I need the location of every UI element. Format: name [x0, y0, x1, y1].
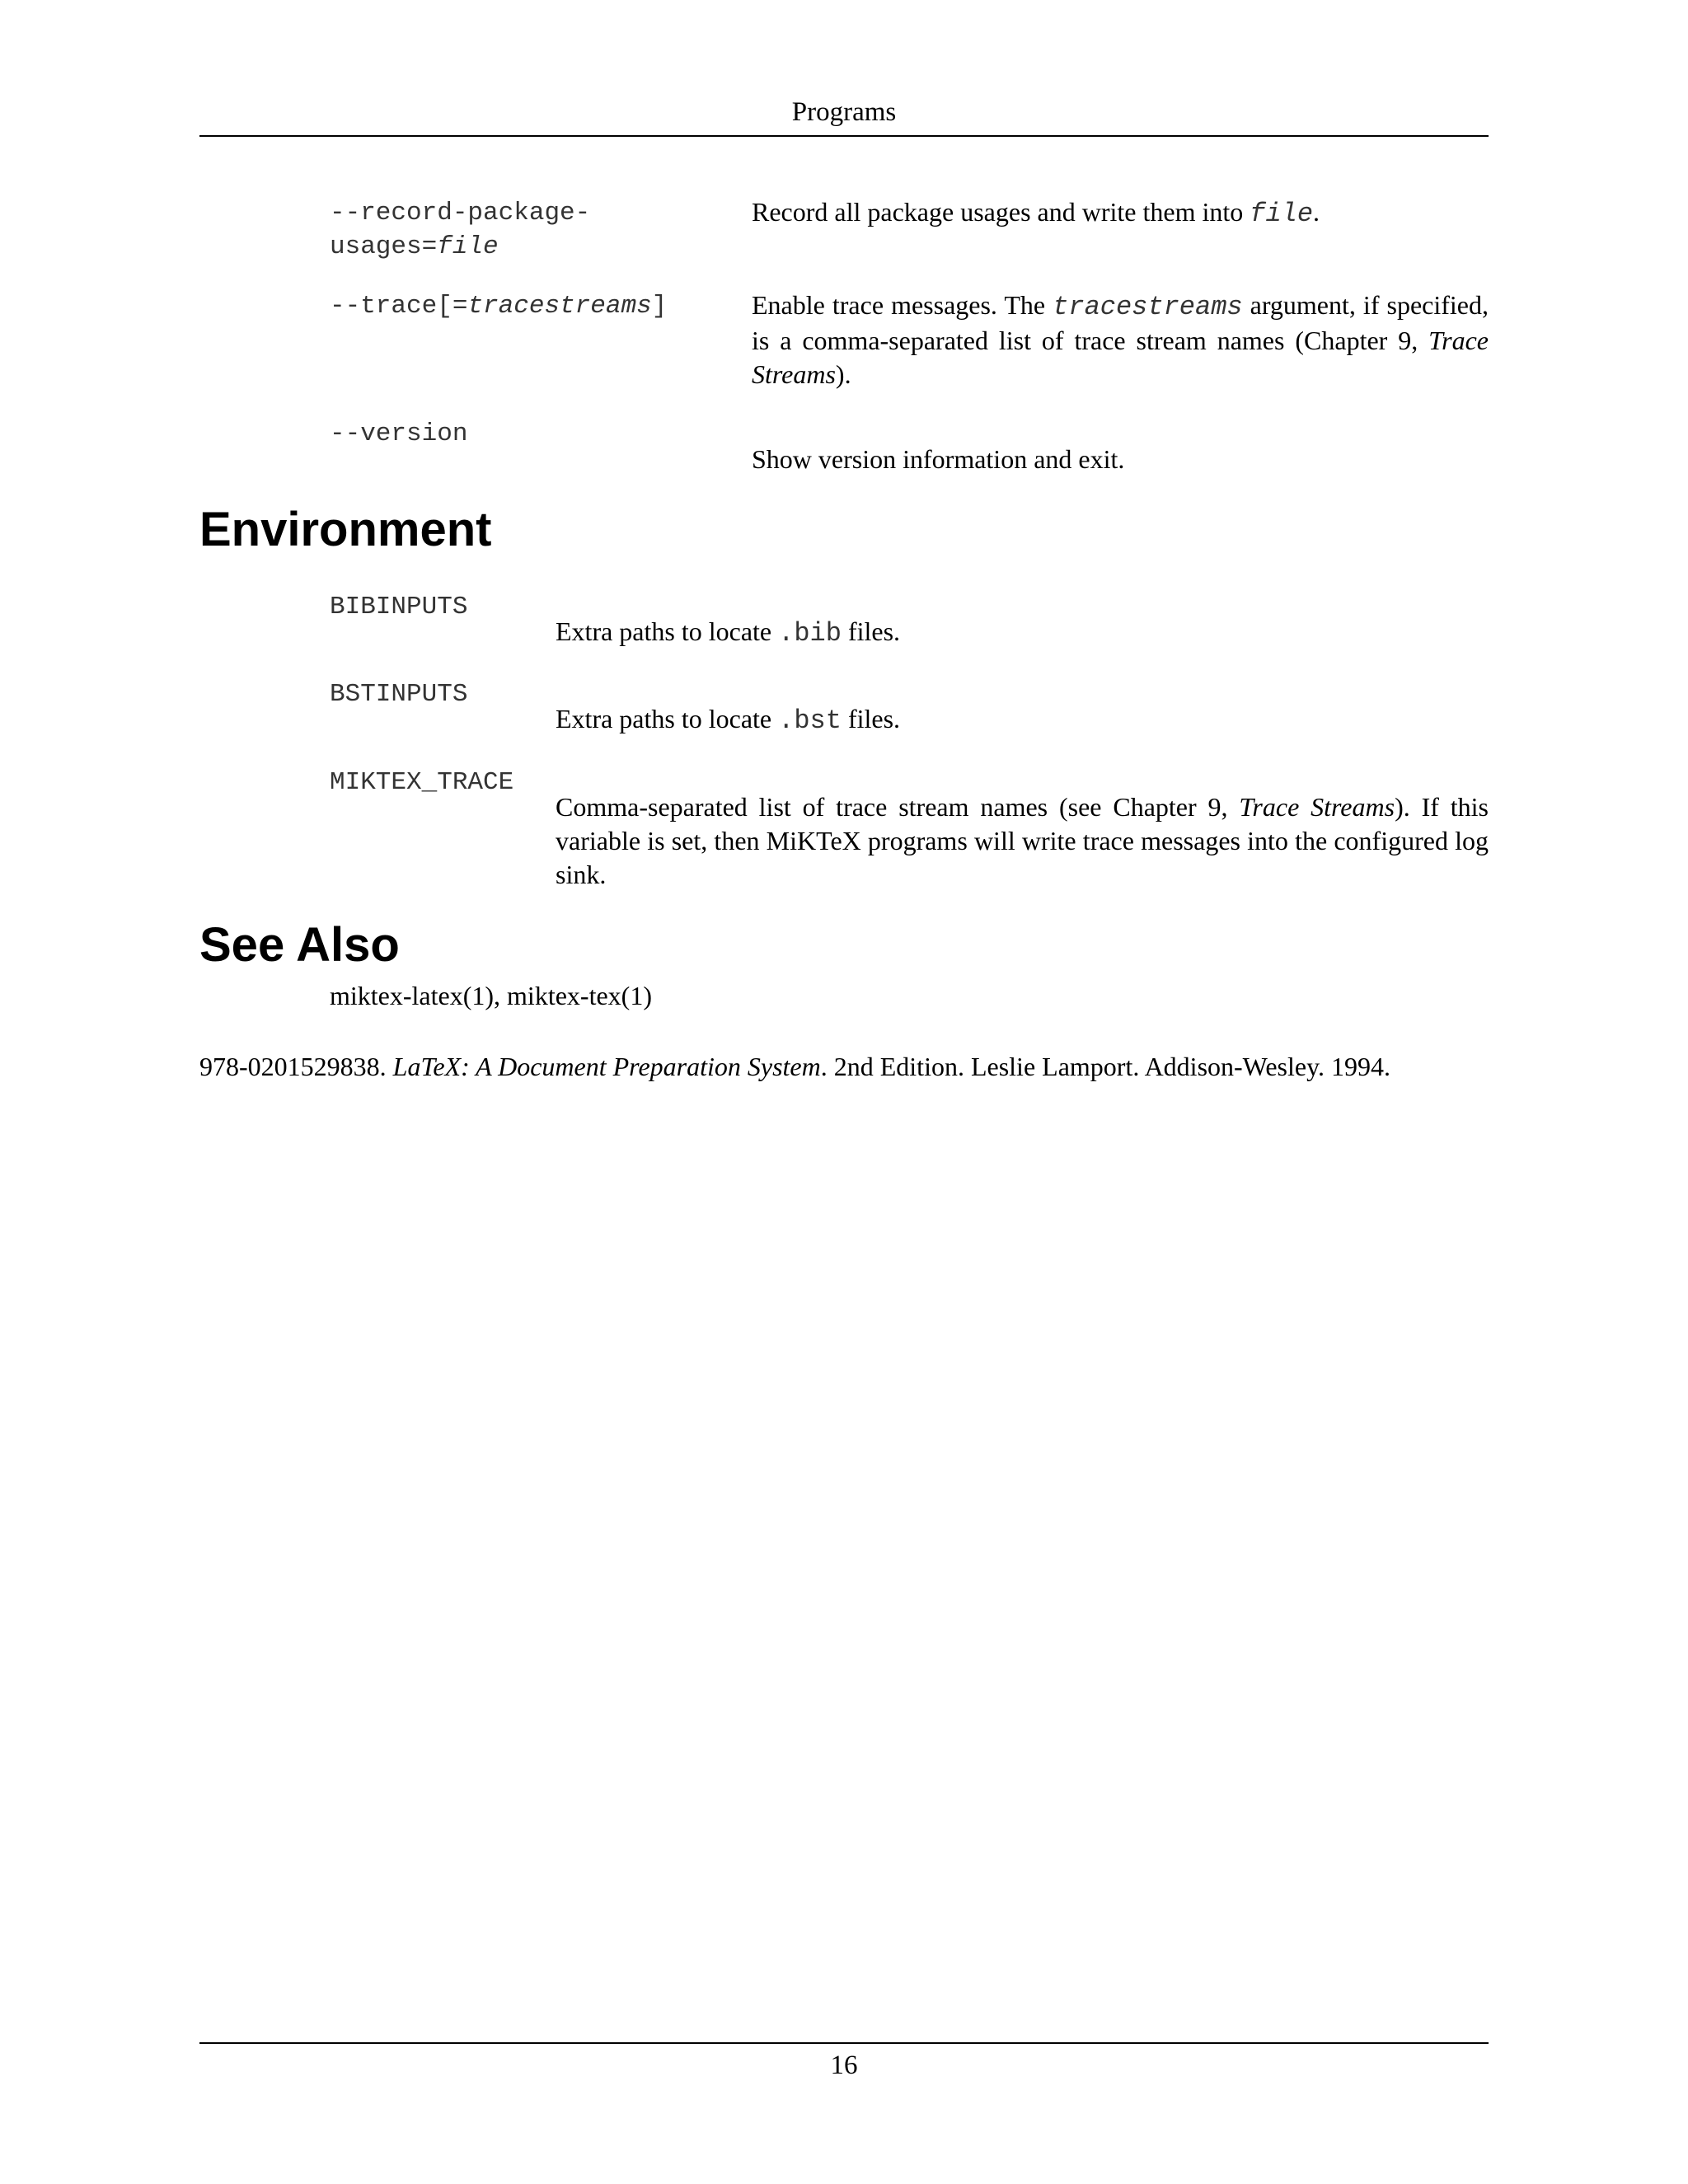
file-ext: .bib	[778, 618, 842, 649]
desc-arg: file	[1250, 199, 1314, 229]
term-arg: file	[437, 232, 499, 261]
term-text: ]	[651, 292, 668, 321]
term-arg: tracestreams	[467, 292, 652, 321]
desc-text: Record all package usages and write them into	[752, 197, 1250, 227]
term-text: --version	[330, 419, 468, 448]
option-desc-trace	[752, 288, 1489, 391]
env-var-miktex-trace: MIKTEX_TRACE	[330, 768, 514, 797]
desc-text: ).	[835, 359, 851, 389]
desc-text: Enable trace messages. The	[752, 290, 1053, 320]
desc-text: argument, if specified, is a comma-separated list of trace stream names (Chapter 9,	[752, 290, 1489, 355]
bibliography-entry	[199, 1050, 1489, 1084]
desc-text: Comma-separated list of trace stream names (see Chapter 9,	[556, 792, 1240, 822]
desc-ref: Trace Streams	[1239, 792, 1395, 822]
option-term-version	[330, 417, 725, 451]
env-desc-miktex-trace	[556, 790, 1489, 892]
desc-text: Show version information and exit.	[752, 444, 1125, 474]
desc-text: ). If this variable is set, then MiKTeX programs will write trace messages into the configured log sink.	[556, 792, 1489, 889]
term-text: --trace[=	[330, 292, 468, 321]
page-number: 16	[830, 2050, 858, 2080]
section-heading-see-also: See Also	[199, 918, 400, 972]
desc-text: .	[1313, 197, 1320, 227]
desc-ref: Trace Streams	[752, 326, 1489, 389]
env-var-bstinputs: BSTINPUTS	[330, 680, 468, 709]
term-text: usages=	[330, 232, 438, 261]
bib-isbn: 978-0201529838.	[199, 1052, 393, 1081]
env-desc-bstinputs	[556, 702, 1489, 738]
bib-title: LaTeX: A Document Preparation System	[392, 1052, 821, 1081]
option-term-trace	[330, 289, 725, 323]
env-desc-bibinputs	[556, 615, 1489, 650]
desc-arg: tracestreams	[1053, 292, 1243, 322]
option-term-record-package-usages	[330, 196, 725, 264]
file-ext: .bst	[778, 705, 842, 736]
bib-details: . 2nd Edition. Leslie Lamport. Addison-Wesley. 1994.	[820, 1052, 1390, 1081]
footer-rule	[199, 2042, 1489, 2044]
option-desc-version	[752, 443, 1489, 476]
see-also-list: miktex-latex(1), miktex-tex(1)	[330, 981, 652, 1010]
desc-text: Extra paths to locate	[556, 616, 779, 646]
option-desc-record-package-usages	[752, 195, 1489, 231]
running-header: Programs	[791, 97, 897, 127]
desc-text: files.	[841, 616, 901, 646]
header-rule	[199, 135, 1489, 137]
env-var-bibinputs: BIBINPUTS	[330, 593, 468, 621]
desc-text: Extra paths to locate	[556, 704, 779, 733]
desc-text: files.	[841, 704, 901, 733]
section-heading-environment: Environment	[199, 503, 492, 556]
term-text: --record-package-	[330, 199, 591, 227]
